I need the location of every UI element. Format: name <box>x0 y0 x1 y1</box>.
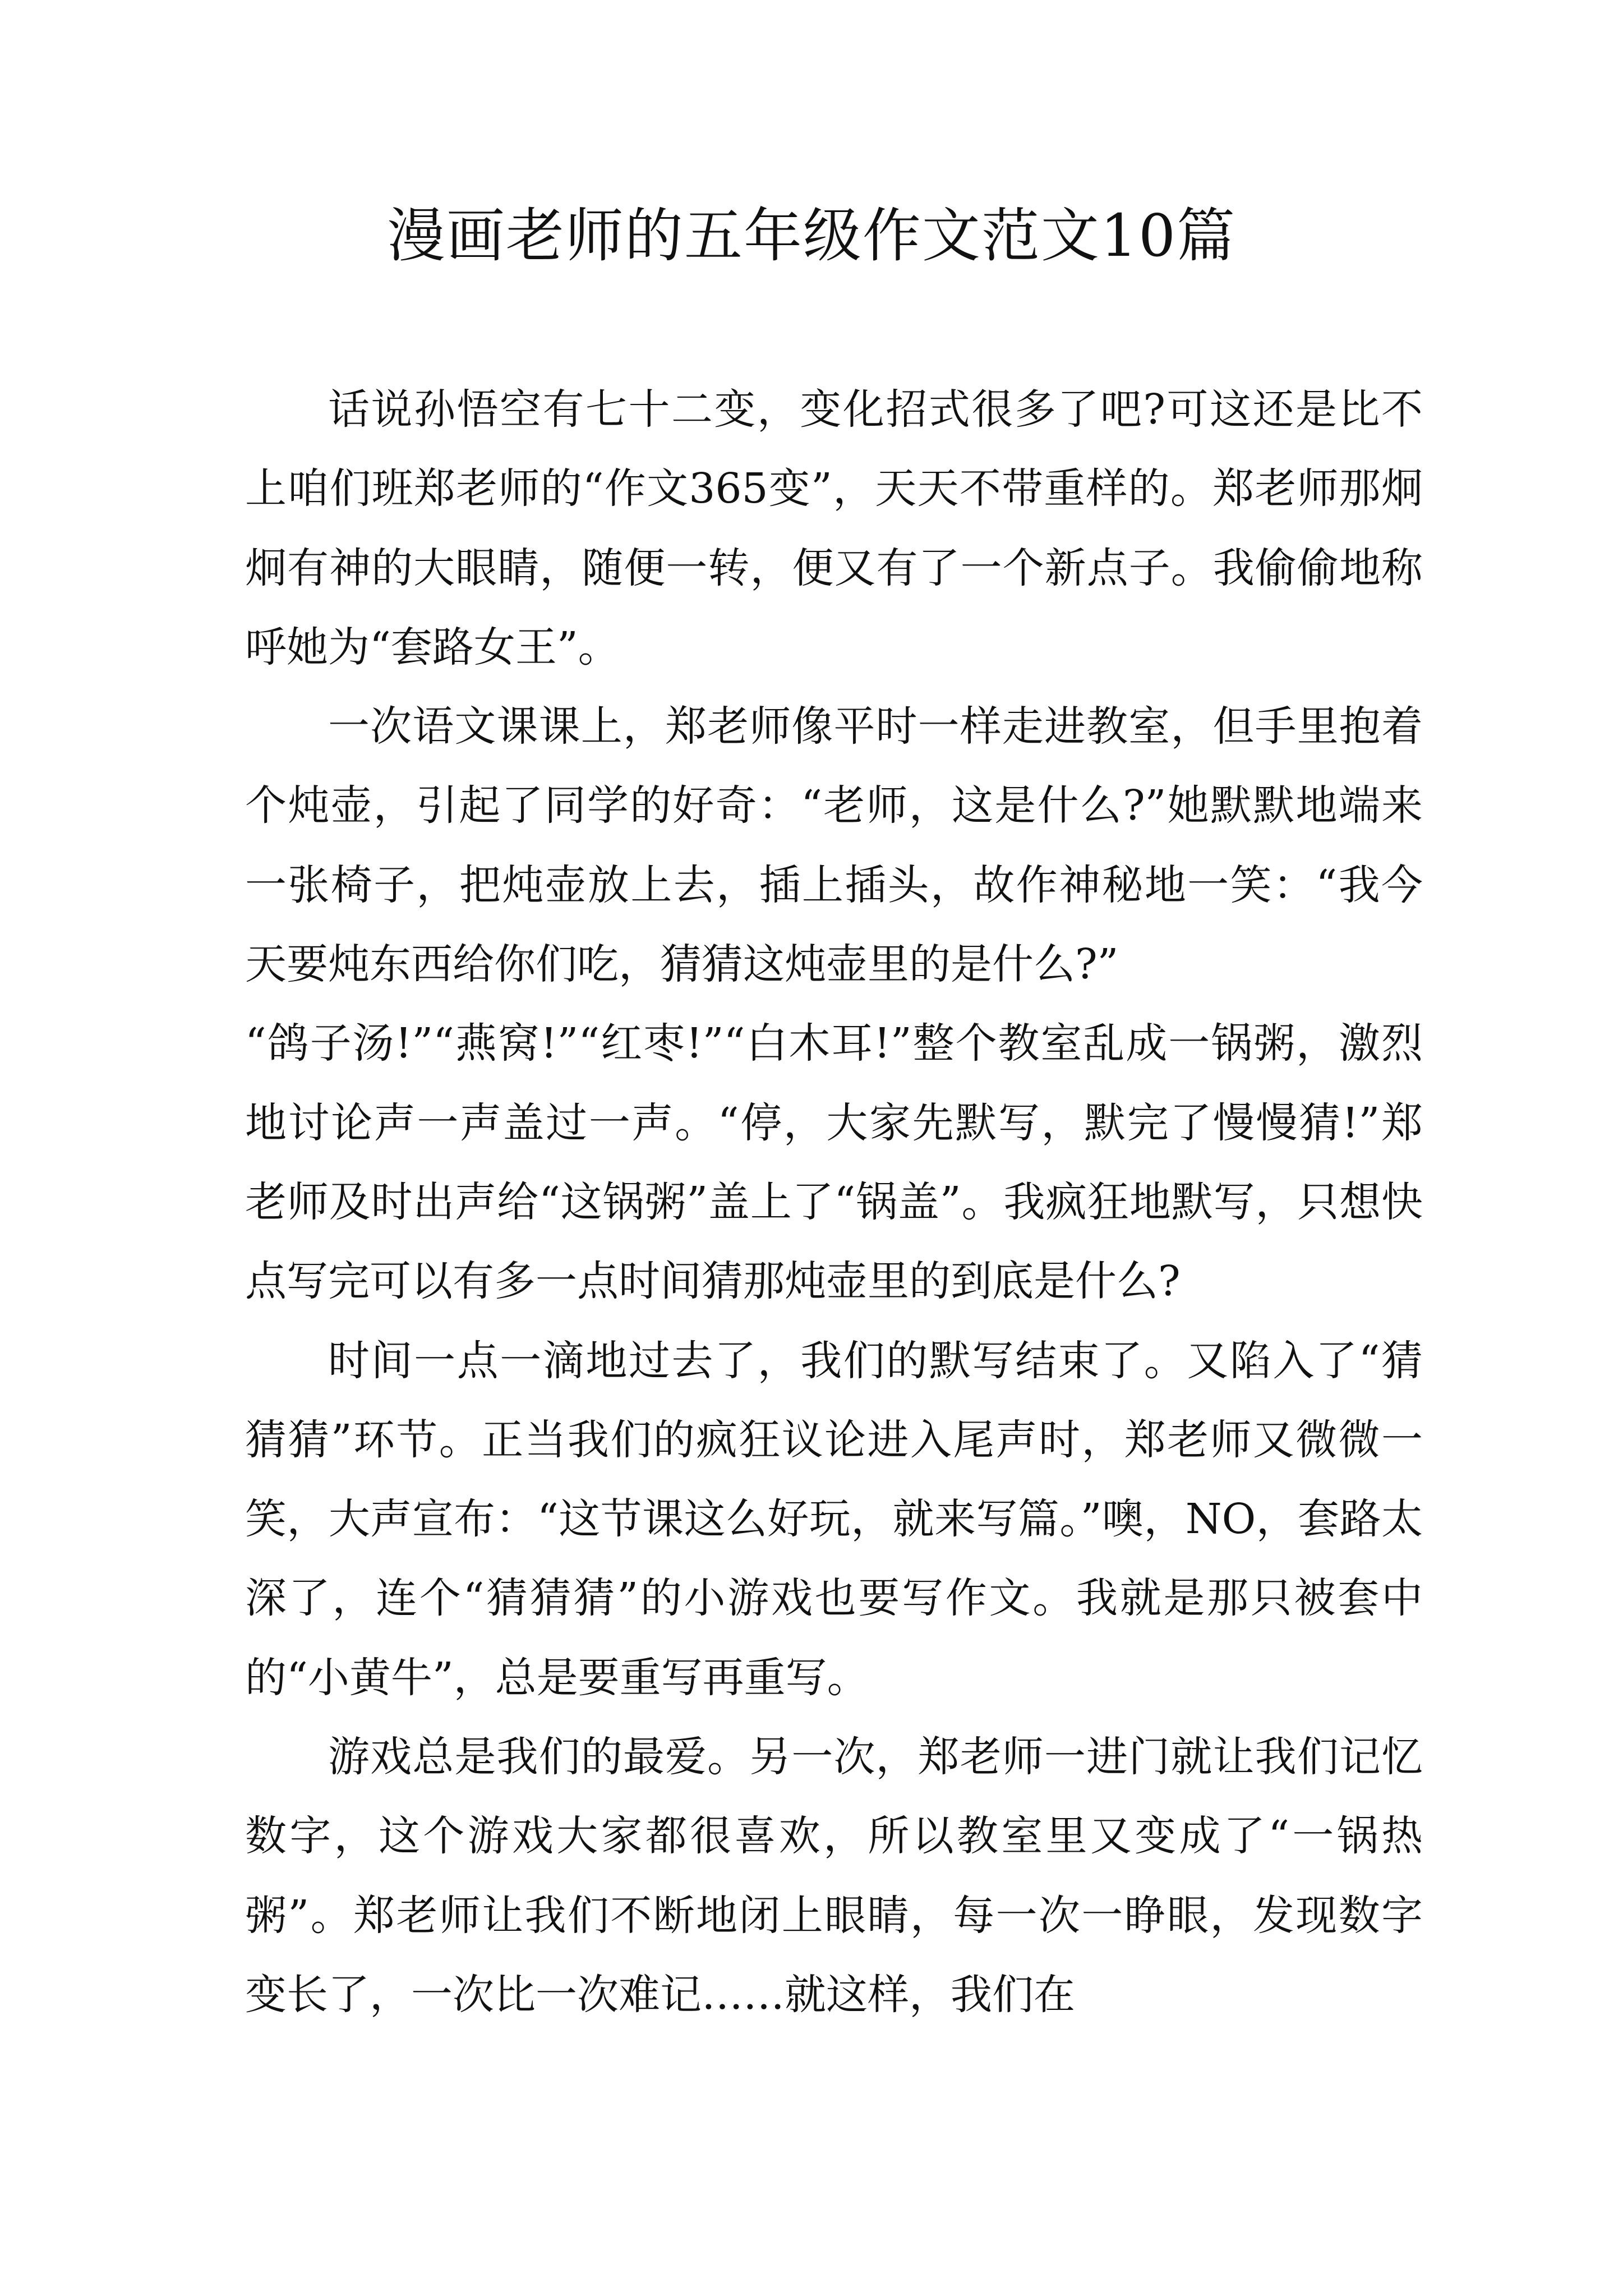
document-title: 漫画老师的五年级作文范文10篇 <box>386 201 1237 270</box>
paragraph-1: 话说孙悟空有七十二变，变化招式很多了吧?可这还是比不上咱们班郑老师的“作文365变”，天天不带重样的。郑老师那炯炯有神的大眼睛，随便一转，便又有了一个新点子。我偷偷地称呼她为“套路女王”。 <box>245 385 1423 671</box>
paragraph-3: “鸽子汤!”“燕窝!”“红枣!”“白木耳!”整个教室乱成一锅粥，激烈地讨论声一声盖过一声。“停，大家先默写，默完了慢慢猜!”郑老师及时出声给“这锅粥”盖上了“锅盖”。我疯狂地默写，只想快点写完可以有多一点时间猜那炖壶里的到底是什么? <box>245 1019 1423 1306</box>
document-body <box>245 370 1423 2035</box>
paragraph-4: 时间一点一滴地过去了，我们的默写结束了。又陷入了“猜猜猜”环节。正当我们的疯狂议论进入尾声时，郑老师又微微一笑，大声宣布：“这节课这么好玩，就来写篇。”噢，NO，套路太深了，连个“猜猜猜”的小游戏也要写作文。我就是那只被套中的“小黄牛”，总是要重写再重写。 <box>245 1336 1423 1702</box>
paragraph-2: 一次语文课课上，郑老师像平时一样走进教室，但手里抱着个炖壶，引起了同学的好奇：“老师，这是什么?”她默默地端来一张椅子，把炖壶放上去，插上插头，故作神秘地一笑：“我今天要炖东西给你们吃，猜猜这炖壶里的是什么?” <box>245 702 1423 989</box>
paragraph-5: 游戏总是我们的最爱。另一次，郑老师一进门就让我们记忆数字，这个游戏大家都很喜欢，所以教室里又变成了“一锅热粥”。郑老师让我们不断地闭上眼睛，每一次一睁眼，发现数字变长了，一次比一次难记……就这样，我们在 <box>245 1733 1423 2019</box>
